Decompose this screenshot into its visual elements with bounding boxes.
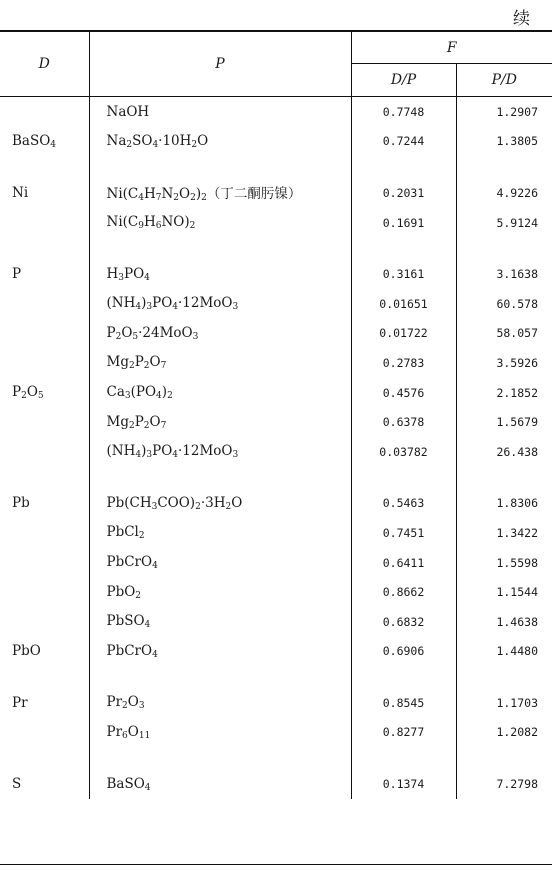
cell-p-over-d: 1.2907 bbox=[456, 97, 552, 127]
cell-p-over-d: 3.5926 bbox=[456, 348, 552, 378]
cell-analyte bbox=[0, 319, 89, 349]
cell-precipitate: PbCrO$_4$ bbox=[89, 548, 351, 578]
table-row bbox=[0, 348, 552, 378]
cell-precipitate: $(NH_4)_3PO_4\cdot 12MoO_3$ bbox=[89, 289, 351, 319]
cell-p-over-d: 1.4638 bbox=[456, 607, 552, 637]
cell-d-over-p: 0.8545 bbox=[351, 688, 456, 718]
table-row bbox=[0, 208, 552, 238]
cell-p-over-d: 1.5598 bbox=[456, 548, 552, 578]
cell-d-over-p: 0.2783 bbox=[351, 348, 456, 378]
cell-analyte: S bbox=[12, 776, 22, 793]
spacer-row bbox=[0, 156, 552, 178]
header-p-over-d: P/D bbox=[456, 64, 552, 97]
cell-precipitate: $Ca_3(PO_4)_2$ bbox=[89, 378, 351, 408]
header-p: P bbox=[89, 31, 351, 97]
cell-d-over-p: 0.6378 bbox=[351, 407, 456, 437]
spacer-row bbox=[0, 666, 552, 688]
cell-precipitate: $Pr_2O_3$ bbox=[89, 688, 351, 718]
table-row bbox=[0, 518, 552, 548]
gravimetric-factor-table bbox=[0, 30, 552, 799]
cell-p-over-d: 2.1852 bbox=[456, 378, 552, 408]
table-row bbox=[0, 319, 552, 349]
table-row bbox=[0, 407, 552, 437]
cell-analyte bbox=[0, 208, 89, 238]
cell-d-over-p: 0.1691 bbox=[351, 208, 456, 238]
cell-precipitate: PbSO$_4$ bbox=[89, 607, 351, 637]
cell-precipitate: $Pr_6O_{11}$ bbox=[89, 718, 351, 748]
header-d-over-p: D/P bbox=[351, 64, 456, 97]
cell-d-over-p: 0.7451 bbox=[351, 518, 456, 548]
spacer-row bbox=[0, 467, 552, 489]
cell-precipitate: $Ni(C_4H_7N_2O_2)_2$（丁二酮肟镍） bbox=[89, 178, 351, 208]
cell-p-over-d: 58.057 bbox=[456, 319, 552, 349]
cell-precipitate: $P_2O_5\cdot 24MoO_3$ bbox=[89, 319, 351, 349]
cell-analyte: Pb bbox=[12, 495, 30, 512]
cell-analyte: $P_2O_5$ bbox=[12, 384, 44, 402]
cell-analyte bbox=[0, 97, 89, 127]
cell-d-over-p: 0.8662 bbox=[351, 577, 456, 607]
cell-analyte: PbO bbox=[12, 643, 41, 660]
cell-analyte: Ni bbox=[12, 184, 29, 201]
cell-precipitate: $Mg_2P_2O_7$ bbox=[89, 348, 351, 378]
cell-precipitate: $Pb(CH_3COO)_2\cdot 3H_2O$ bbox=[89, 489, 351, 519]
table-row bbox=[0, 688, 552, 718]
cell-d-over-p: 0.7244 bbox=[351, 127, 456, 157]
cell-precipitate: $Ni(C_9H_6NO)_2$ bbox=[89, 208, 351, 238]
cell-p-over-d: 1.1703 bbox=[456, 688, 552, 718]
table-row bbox=[0, 378, 552, 408]
cell-d-over-p: 0.3161 bbox=[351, 259, 456, 289]
cell-p-over-d: 1.8306 bbox=[456, 489, 552, 519]
cell-precipitate: $Mg_2P_2O_7$ bbox=[89, 407, 351, 437]
cell-analyte bbox=[0, 548, 89, 578]
cell-d-over-p: 0.7748 bbox=[351, 97, 456, 127]
continued-label: 续 bbox=[513, 9, 530, 29]
table-row bbox=[0, 548, 552, 578]
cell-analyte bbox=[0, 718, 89, 748]
table-row bbox=[0, 437, 552, 467]
cell-p-over-d: 1.3805 bbox=[456, 127, 552, 157]
table-header bbox=[0, 31, 552, 97]
table-row bbox=[0, 489, 552, 519]
table-row bbox=[0, 178, 552, 208]
cell-d-over-p: 0.2031 bbox=[351, 178, 456, 208]
table-row bbox=[0, 577, 552, 607]
cell-p-over-d: 3.1638 bbox=[456, 259, 552, 289]
cell-precipitate: BaSO$_4$ bbox=[89, 769, 351, 799]
cell-p-over-d: 7.2798 bbox=[456, 769, 552, 799]
cell-d-over-p: 0.03782 bbox=[351, 437, 456, 467]
table-row bbox=[0, 259, 552, 289]
cell-precipitate: PbCl$_2$ bbox=[89, 518, 351, 548]
cell-p-over-d: 1.1544 bbox=[456, 577, 552, 607]
header-f: F bbox=[351, 31, 552, 64]
cell-analyte: Pr bbox=[12, 694, 28, 711]
cell-precipitate: $H_3PO_4$ bbox=[89, 259, 351, 289]
table-row bbox=[0, 637, 552, 667]
table-row bbox=[0, 127, 552, 157]
cell-p-over-d: 60.578 bbox=[456, 289, 552, 319]
cell-p-over-d: 1.5679 bbox=[456, 407, 552, 437]
cell-analyte bbox=[0, 407, 89, 437]
cell-analyte: P bbox=[12, 266, 22, 283]
cell-precipitate: NaOH bbox=[89, 97, 351, 127]
table-body bbox=[0, 97, 552, 799]
cell-d-over-p: 0.01722 bbox=[351, 319, 456, 349]
cell-analyte bbox=[0, 607, 89, 637]
cell-d-over-p: 0.4576 bbox=[351, 378, 456, 408]
cell-analyte bbox=[0, 437, 89, 467]
table-row bbox=[0, 718, 552, 748]
cell-p-over-d: 1.2082 bbox=[456, 718, 552, 748]
cell-analyte: BaSO$_4$ bbox=[12, 132, 57, 150]
cell-p-over-d: 1.4480 bbox=[456, 637, 552, 667]
cell-d-over-p: 0.8277 bbox=[351, 718, 456, 748]
cell-precipitate: $Na_2SO_4\cdot 10H_2O$ bbox=[89, 127, 351, 157]
cell-analyte bbox=[0, 289, 89, 319]
table-row bbox=[0, 769, 552, 799]
cell-p-over-d: 1.3422 bbox=[456, 518, 552, 548]
cell-p-over-d: 4.9226 bbox=[456, 178, 552, 208]
cell-analyte bbox=[0, 348, 89, 378]
header-d: D bbox=[0, 31, 89, 97]
cell-d-over-p: 0.01651 bbox=[351, 289, 456, 319]
cell-analyte bbox=[0, 577, 89, 607]
cell-precipitate: $(NH_4)_3PO_4\cdot 12MoO_3$ bbox=[89, 437, 351, 467]
table-row bbox=[0, 97, 552, 127]
cell-d-over-p: 0.6411 bbox=[351, 548, 456, 578]
spacer-row bbox=[0, 747, 552, 769]
cell-d-over-p: 0.6832 bbox=[351, 607, 456, 637]
cell-p-over-d: 5.9124 bbox=[456, 208, 552, 238]
spacer-row bbox=[0, 237, 552, 259]
cell-d-over-p: 0.6906 bbox=[351, 637, 456, 667]
bottom-rule bbox=[0, 864, 552, 865]
cell-d-over-p: 0.1374 bbox=[351, 769, 456, 799]
table-row bbox=[0, 289, 552, 319]
cell-analyte bbox=[0, 518, 89, 548]
table-row bbox=[0, 607, 552, 637]
cell-precipitate: PbCrO$_4$ bbox=[89, 637, 351, 667]
cell-precipitate: PbO$_2$ bbox=[89, 577, 351, 607]
cell-p-over-d: 26.438 bbox=[456, 437, 552, 467]
cell-d-over-p: 0.5463 bbox=[351, 489, 456, 519]
